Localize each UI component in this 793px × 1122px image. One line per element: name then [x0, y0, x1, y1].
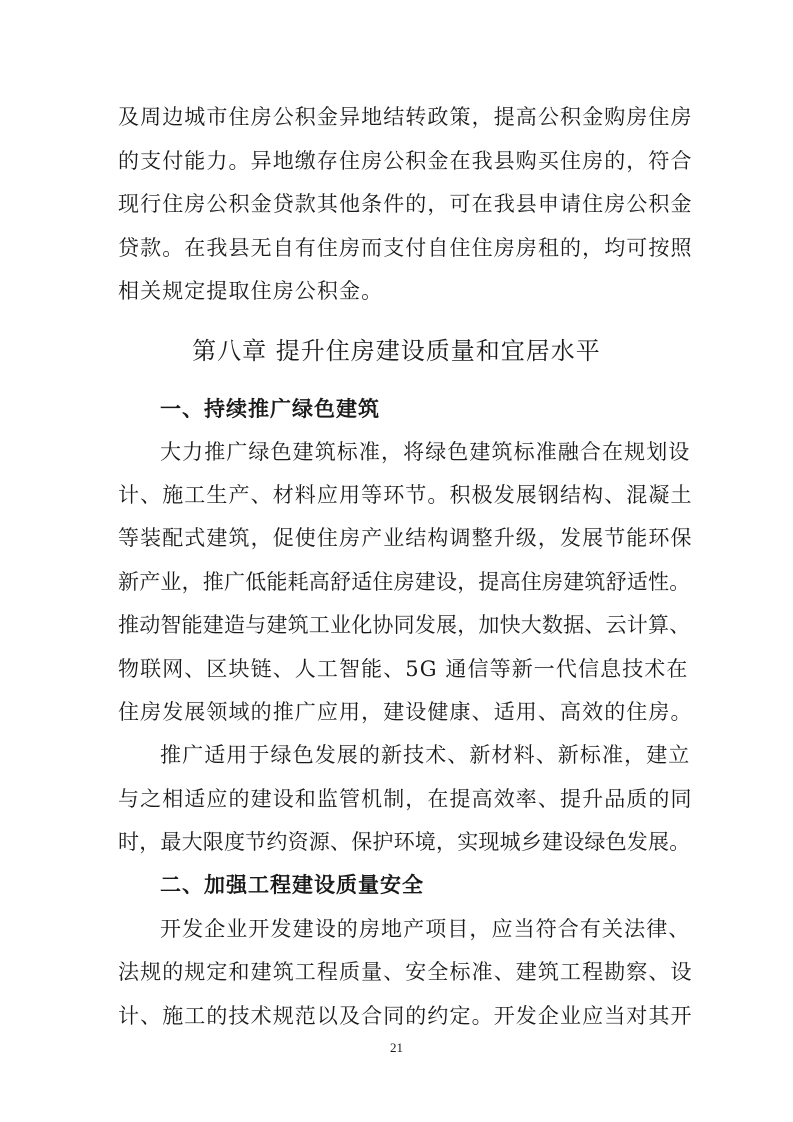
body-text-line: 大力推广绿色建筑标准，将绿色建筑标准融合在规划设	[160, 440, 691, 464]
body-text-line: 推动智能建造与建筑工业化协同发展，加快大数据、云计算、	[118, 613, 691, 637]
section-heading: 一、持续推广绿色建筑	[160, 397, 380, 421]
body-text-line: 与之相适应的建设和监管机制，在提高效率、提升品质的同	[118, 787, 693, 811]
body-text-line: 计、施工的技术规范以及合同的约定。开发企业应当对其开	[118, 1004, 693, 1028]
body-text-line: 现行住房公积金贷款其他条件的，可在我县申请住房公积金	[118, 192, 693, 216]
body-text-line: 住房发展领域的推广应用，建设健康、适用、高效的住房。	[118, 700, 693, 724]
body-text-line: 物联网、区块链、人工智能、5G 通信等新一代信息技术在	[118, 657, 689, 681]
page-number: 21	[390, 1040, 403, 1055]
body-text-line: 法规的规定和建筑工程质量、安全标准、建筑工程勘察、设	[118, 960, 693, 984]
body-text-line: 的支付能力。异地缴存住房公积金在我县购买住房的，符合	[118, 149, 693, 173]
body-text-line: 推广适用于绿色发展的新技术、新材料、新标准，建立	[160, 743, 691, 767]
body-text-line: 开发企业开发建设的房地产项目，应当符合有关法律、	[160, 917, 691, 941]
body-text-line: 新产业，推广低能耗高舒适住房建设，提高住房建筑舒适性。	[118, 570, 691, 594]
body-text-line: 贷款。在我县无自有住房而支付自住住房房租的，均可按照	[118, 236, 693, 260]
body-text-line: 及周边城市住房公积金异地结转政策，提高公积金购房住房	[118, 105, 693, 129]
body-text-line: 相关规定提取住房公积金。	[118, 279, 384, 303]
body-text-line: 时，最大限度节约资源、保护环境，实现城乡建设绿色发展。	[118, 830, 691, 854]
chapter-title: 第八章 提升住房建设质量和宜居水平	[192, 337, 601, 365]
body-text-line: 计、施工生产、材料应用等环节。积极发展钢结构、混凝土	[118, 483, 693, 507]
body-text-line: 等装配式建筑，促使住房产业结构调整升级，发展节能环保	[118, 526, 693, 550]
section-heading: 二、加强工程建设质量安全	[160, 873, 424, 897]
